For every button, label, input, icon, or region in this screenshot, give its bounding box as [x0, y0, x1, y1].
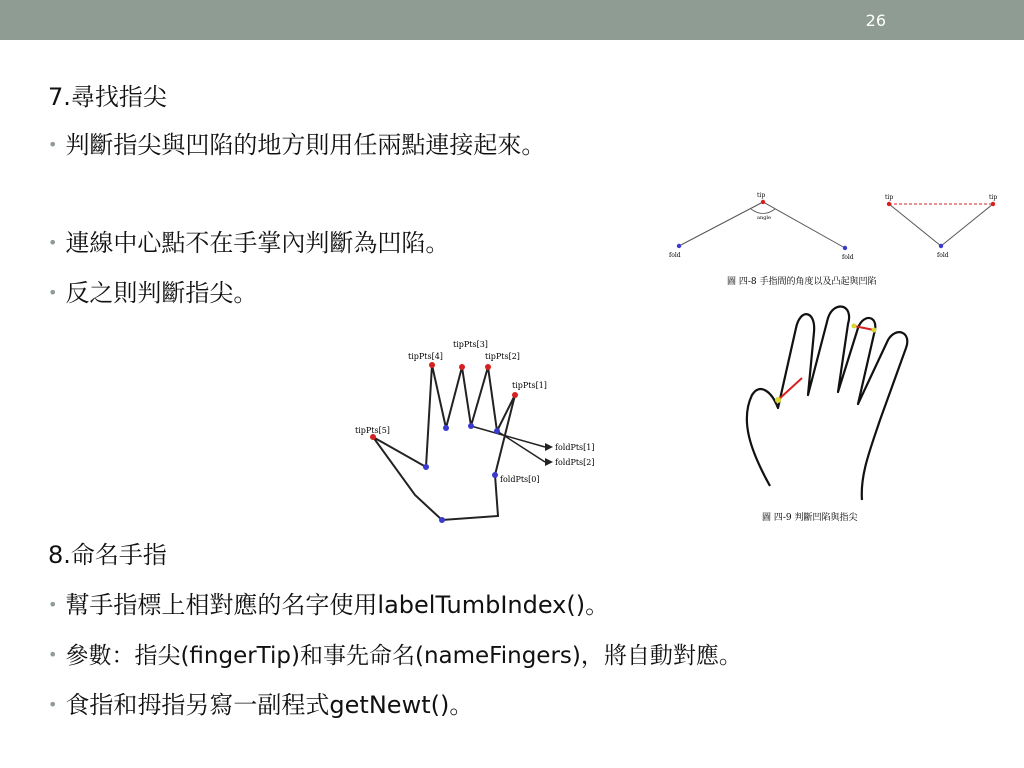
label-tip4: tipPts[4]: [408, 352, 443, 361]
concave-fold-label: fold: [937, 252, 949, 259]
label-tip5: tipPts[5]: [355, 426, 390, 435]
label-fold1: foldPts[1]: [555, 443, 595, 452]
bullet-dot: •: [48, 233, 58, 252]
section-8-bullet-2: [48, 640, 742, 673]
convex-angle-lines: [679, 202, 845, 248]
section-7-heading: 7.尋找指尖: [48, 83, 167, 111]
concave-lines: [889, 204, 993, 246]
tip-point-3: [459, 364, 465, 370]
concave-mark-2-end-b: [872, 328, 877, 333]
top-bar: [0, 0, 1024, 40]
arrowhead-2: [545, 458, 553, 466]
label-fold2: foldPts[2]: [555, 458, 595, 467]
label-tip2: tipPts[2]: [485, 352, 520, 361]
fold-point-c: [468, 423, 474, 429]
label-tip3: tipPts[3]: [453, 340, 488, 349]
angle-tip-point: [761, 200, 765, 204]
angle-figure: [665, 188, 1010, 288]
concave-tip-right: [991, 202, 995, 206]
angle-fold-left: [677, 244, 681, 248]
hand-outline: [747, 307, 908, 500]
arrowhead-1: [545, 443, 553, 451]
fold-arrow-1: [471, 426, 545, 447]
angle-tip-label: tip: [757, 192, 766, 199]
angle-label: angle: [757, 215, 771, 221]
label-tip1: tipPts[1]: [512, 381, 547, 390]
fold-point-d: [494, 428, 500, 434]
angle-fold-right: [843, 246, 847, 250]
concave-tip-left: [887, 202, 891, 206]
tip-point-4: [429, 362, 435, 368]
angle-fold-right-label: fold: [842, 254, 854, 261]
angle-arc: [751, 209, 775, 214]
hand-points-figure: [350, 335, 600, 530]
bullet-dot: •: [48, 283, 58, 302]
concave-fold: [939, 244, 943, 248]
bullet-dot: •: [48, 645, 58, 664]
angle-fold-left-label: fold: [669, 252, 681, 259]
bullet-dot: •: [48, 135, 58, 154]
concave-mark-1-end: [775, 397, 781, 403]
bullet-dot: •: [48, 695, 58, 714]
hand-contour: [373, 365, 515, 520]
section-8-bullet-1: [48, 590, 609, 623]
bullet-text: 參數：指尖(fingerTip)和事先命名(nameFingers)，將自動對應。: [65, 643, 742, 669]
concave-tip-left-label: tip: [885, 194, 894, 201]
bullet-text: 連線中心點不在手掌內判斷為凹陷。: [65, 229, 450, 257]
bullet-text: 幫手指標上相對應的名字使用labelTumbIndex()。: [65, 591, 610, 619]
fold-point-a: [423, 464, 429, 470]
concave-tip-right-label: tip: [989, 194, 998, 201]
section-8-heading: 8.命名手指: [48, 541, 167, 569]
fold-arrow-2: [497, 431, 545, 462]
section-7-bullet-1: [48, 130, 545, 163]
fold-point-f: [439, 517, 445, 523]
tip-point-1: [512, 392, 518, 398]
label-fold0: foldPts[0]: [500, 475, 540, 484]
slide-number: 26: [865, 11, 886, 30]
bullet-text: 食指和拇指另寫一副程式getNewt()。: [65, 691, 474, 719]
section-8-bullet-3: [48, 690, 473, 723]
section-7-bullet-3: [48, 278, 257, 311]
bullet-text: 判斷指尖與凹陷的地方則用任兩點連接起來。: [65, 131, 546, 159]
fold-point-b: [443, 425, 449, 431]
hand-outline-figure: [730, 300, 930, 530]
bullet-text: 反之則判斷指尖。: [65, 279, 258, 307]
fold-point-e: [492, 472, 498, 478]
tip-point-2: [485, 364, 491, 370]
hand-outline-caption: 圖 四-9 判斷凹陷與指尖: [762, 513, 858, 523]
concave-mark-2-end-a: [852, 324, 857, 329]
angle-figure-caption: 圖 四-8 手指間的角度以及凸起與凹陷: [727, 277, 877, 287]
bullet-dot: •: [48, 595, 58, 614]
section-7-bullet-2: [48, 228, 449, 261]
